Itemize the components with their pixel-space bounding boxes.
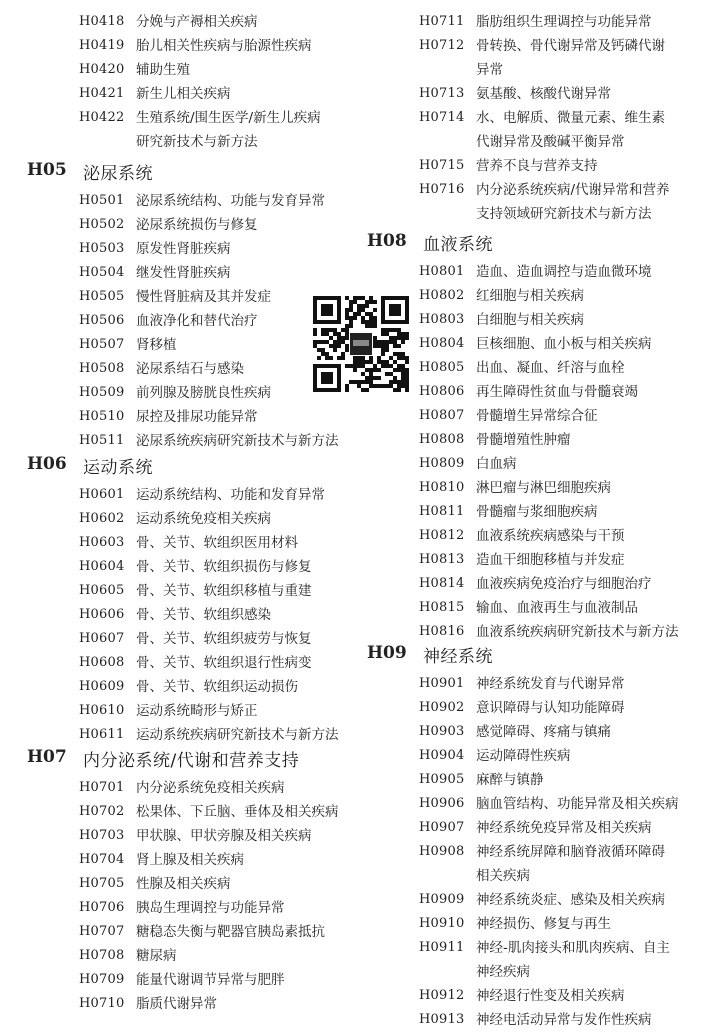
entry-code: H0421 — [79, 86, 125, 101]
section-code: H09 — [367, 643, 407, 663]
entry-name — [476, 770, 544, 794]
entry-name — [136, 533, 298, 557]
entry-code: H0703 — [79, 828, 125, 843]
entry-name-line: 生殖系统/围生医学/新生儿疾病 — [136, 110, 321, 126]
entry-name — [476, 156, 598, 180]
entry-name-line: 运动系统免疫相关疾病 — [136, 511, 271, 527]
entry-code: H0510 — [79, 409, 125, 424]
entry-name-line: 神经电活动异常与发作性疾病 — [476, 1012, 652, 1028]
entry-name — [136, 778, 285, 802]
entry-code: H0701 — [79, 780, 125, 795]
entry-name — [476, 722, 611, 746]
section-heading — [27, 747, 300, 771]
entry-name — [136, 581, 312, 605]
entry-name-line: 造血干细胞移植与并发症 — [476, 552, 625, 568]
entry-name-line: 泌尿系统结构、功能与发育异常 — [136, 193, 325, 209]
entry-name — [136, 850, 244, 874]
section-title: 神经系统 — [423, 647, 493, 667]
entry-name — [476, 526, 625, 550]
entry-name-line: 血液净化和替代治疗 — [136, 313, 258, 329]
entry-name — [476, 478, 611, 502]
entry-code: H0805 — [419, 360, 465, 375]
entry-code: H0714 — [419, 110, 465, 125]
entry-name — [136, 60, 190, 84]
entry-name — [136, 629, 312, 653]
entry-name-line: 代谢异常及酸碱平衡异常 — [476, 134, 625, 150]
entry-name-line: 出血、凝血、纤溶与血栓 — [476, 360, 625, 376]
entry-code: H0610 — [79, 703, 125, 718]
entry-code: H0903 — [419, 724, 465, 739]
entry-code: H0908 — [419, 844, 465, 859]
entry-name-line: 白细胞与相关疾病 — [476, 312, 584, 328]
entry-name-line: 骨、关节、软组织移植与重建 — [136, 583, 312, 599]
entry-name-line: 松果体、下丘脑、垂体及相关疾病 — [136, 804, 339, 820]
entry-name-line: 意识障碍与认知功能障碍 — [476, 700, 625, 716]
entry-name-line: 原发性肾脏疾病 — [136, 241, 231, 257]
section-title: 运动系统 — [83, 458, 153, 478]
entry-code: H0710 — [79, 996, 125, 1011]
entry-code: H0905 — [419, 772, 465, 787]
entry-name — [136, 84, 231, 108]
entry-name-line: 造血、造血调控与造血微环境 — [476, 264, 652, 280]
entry-name — [136, 802, 339, 826]
entry-name-line: 性腺及相关疾病 — [136, 876, 231, 892]
entry-code: H0811 — [419, 504, 465, 519]
entry-name — [476, 818, 652, 842]
entry-code: H0907 — [419, 820, 465, 835]
entry-code: H0602 — [79, 511, 125, 526]
entry-code: H0802 — [419, 288, 465, 303]
entry-code: H0807 — [419, 408, 465, 423]
entry-name — [476, 310, 584, 334]
entry-code: H0804 — [419, 336, 465, 351]
section-code: H08 — [367, 231, 407, 251]
entry-code: H0418 — [79, 14, 125, 29]
entry-name — [136, 359, 244, 383]
entry-name-line: 糖尿病 — [136, 948, 177, 964]
entry-code: H0420 — [79, 62, 125, 77]
entry-name — [476, 1010, 652, 1034]
entry-name — [136, 509, 271, 533]
entry-name-line: 相关疾病 — [476, 868, 530, 884]
entry-code: H0713 — [419, 86, 465, 101]
entry-name-line: 分娩与产褥相关疾病 — [136, 14, 258, 30]
entry-name — [136, 994, 217, 1018]
entry-code: H0607 — [79, 631, 125, 646]
section-code: H07 — [27, 747, 67, 767]
entry-code: H0816 — [419, 624, 465, 639]
entry-code: H0509 — [79, 385, 125, 400]
entry-code: H0503 — [79, 241, 125, 256]
entry-name-line: 红细胞与相关疾病 — [476, 288, 584, 304]
entry-name-line: 骨转换、骨代谢异常及钙磷代谢 — [476, 38, 665, 54]
entry-name — [476, 890, 665, 914]
entry-code: H0902 — [419, 700, 465, 715]
entry-name-line: 运动系统畸形与矫正 — [136, 703, 258, 719]
entry-name — [136, 605, 271, 629]
entry-name-line: 神经系统免疫异常及相关疾病 — [476, 820, 652, 836]
entry-name-line: 骨、关节、软组织退行性病变 — [136, 655, 312, 671]
entry-name — [136, 653, 312, 677]
entry-name — [136, 335, 177, 359]
entry-code: H0912 — [419, 988, 465, 1003]
section-code: H06 — [27, 454, 67, 474]
entry-code: H0910 — [419, 916, 465, 931]
entry-name — [476, 842, 665, 890]
entry-code: H0505 — [79, 289, 125, 304]
entry-name — [476, 502, 598, 526]
entry-name — [136, 485, 325, 509]
entry-code: H0511 — [79, 433, 125, 448]
entry-name — [476, 746, 571, 770]
section-heading — [367, 643, 493, 667]
entry-name-line: 内分泌系统免疫相关疾病 — [136, 780, 285, 796]
entry-name-line: 内分泌系统疾病/代谢异常和营养 — [476, 182, 670, 198]
entry-code: H0803 — [419, 312, 465, 327]
entry-name — [136, 12, 258, 36]
entry-name-line: 运动系统疾病研究新技术与新方法 — [136, 727, 339, 743]
entry-name-line: 骨、关节、软组织运动损伤 — [136, 679, 298, 695]
entry-code: H0705 — [79, 876, 125, 891]
entry-code: H0604 — [79, 559, 125, 574]
section-heading — [367, 231, 493, 255]
entry-code: H0709 — [79, 972, 125, 987]
entry-code: H0702 — [79, 804, 125, 819]
entry-name — [476, 334, 652, 358]
entry-name-line: 骨髓增殖性肿瘤 — [476, 432, 571, 448]
entry-name-line: 氨基酸、核酸代谢异常 — [476, 86, 611, 102]
entry-name — [476, 986, 625, 1010]
entry-code: H0508 — [79, 361, 125, 376]
entry-name-line: 甲状腺、甲状旁腺及相关疾病 — [136, 828, 312, 844]
entry-name-line: 血液系统疾病研究新技术与新方法 — [476, 624, 679, 640]
entry-name-line: 运动障碍性疾病 — [476, 748, 571, 764]
entry-name-line: 糖稳态失衡与靶器官胰岛素抵抗 — [136, 924, 325, 940]
entry-name — [136, 701, 258, 725]
entry-name — [476, 382, 638, 406]
entry-name — [136, 946, 177, 970]
entry-name-line: 血液系统疾病感染与干预 — [476, 528, 625, 544]
entry-name — [136, 557, 312, 581]
entry-name-line: 前列腺及膀胱良性疾病 — [136, 385, 271, 401]
entry-code: H0611 — [79, 727, 125, 742]
entry-name — [476, 550, 625, 574]
entry-name-line: 骨髓瘤与浆细胞疾病 — [476, 504, 598, 520]
entry-code: H0706 — [79, 900, 125, 915]
entry-name-line: 辅助生殖 — [136, 62, 190, 78]
entry-code: H0603 — [79, 535, 125, 550]
entry-name — [136, 431, 339, 455]
entry-code: H0810 — [419, 480, 465, 495]
entry-name — [476, 598, 638, 622]
entry-name — [136, 215, 258, 239]
entry-name-line: 支持领域研究新技术与新方法 — [476, 206, 652, 222]
entry-name — [136, 311, 258, 335]
entry-code: H0913 — [419, 1012, 465, 1027]
entry-name-line: 骨、关节、软组织疲劳与恢复 — [136, 631, 312, 647]
entry-code: H0904 — [419, 748, 465, 763]
entry-name — [476, 454, 517, 478]
entry-name-line: 泌尿系结石与感染 — [136, 361, 244, 377]
entry-name-line: 营养不良与营养支持 — [476, 158, 598, 174]
entry-name-line: 水、电解质、微量元素、维生素 — [476, 110, 665, 126]
entry-code: H0716 — [419, 182, 465, 197]
entry-name — [476, 84, 611, 108]
entry-name — [136, 108, 321, 156]
entry-name — [476, 262, 652, 286]
entry-name — [476, 914, 611, 938]
entry-name-line: 泌尿系统损伤与修复 — [136, 217, 258, 233]
entry-name-line: 尿控及排尿功能异常 — [136, 409, 258, 425]
entry-name — [136, 874, 231, 898]
entry-name-line: 骨、关节、软组织损伤与修复 — [136, 559, 312, 575]
entry-name-line: 运动系统结构、功能和发育异常 — [136, 487, 325, 503]
entry-code: H0507 — [79, 337, 125, 352]
entry-name-line: 感觉障碍、疼痛与镇痛 — [476, 724, 611, 740]
entry-name — [136, 263, 231, 287]
entry-name-line: 骨、关节、软组织感染 — [136, 607, 271, 623]
entry-code: H0707 — [79, 924, 125, 939]
entry-code: H0814 — [419, 576, 465, 591]
entry-name — [136, 407, 258, 431]
entry-name-line: 神经疾病 — [476, 964, 530, 980]
entry-name-line: 神经损伤、修复与再生 — [476, 916, 611, 932]
entry-code: H0909 — [419, 892, 465, 907]
section-heading — [27, 160, 153, 184]
entry-name — [476, 574, 652, 598]
entry-name — [136, 191, 325, 215]
entry-name — [476, 12, 652, 36]
entry-name-line: 骨髓增生异常综合征 — [476, 408, 598, 424]
entry-code: H0601 — [79, 487, 125, 502]
entry-name-line: 淋巴瘤与淋巴细胞疾病 — [476, 480, 611, 496]
entry-name-line: 麻醉与镇静 — [476, 772, 544, 788]
entry-code: H0609 — [79, 679, 125, 694]
entry-name — [476, 430, 571, 454]
entry-name-line: 肾移植 — [136, 337, 177, 353]
entry-code: H0815 — [419, 600, 465, 615]
entry-code: H0708 — [79, 948, 125, 963]
entry-name-line: 神经系统炎症、感染及相关疾病 — [476, 892, 665, 908]
entry-code: H0906 — [419, 796, 465, 811]
entry-code: H0813 — [419, 552, 465, 567]
entry-code: H0419 — [79, 38, 125, 53]
entry-code: H0704 — [79, 852, 125, 867]
entry-name-line: 慢性肾脏病及其并发症 — [136, 289, 271, 305]
entry-name — [476, 622, 679, 646]
entry-code: H0806 — [419, 384, 465, 399]
entry-name — [476, 286, 584, 310]
entry-name — [136, 898, 285, 922]
entry-name — [136, 922, 325, 946]
entry-name-line: 泌尿系统疾病研究新技术与新方法 — [136, 433, 339, 449]
entry-name — [136, 970, 285, 994]
entry-code: H0712 — [419, 38, 465, 53]
entry-code: H0911 — [419, 940, 465, 955]
entry-code: H0504 — [79, 265, 125, 280]
entry-name-line: 神经系统屏障和脑脊液循环障碍 — [476, 844, 665, 860]
entry-name — [476, 406, 598, 430]
entry-code: H0808 — [419, 432, 465, 447]
entry-name-line: 能量代谢调节异常与肥胖 — [136, 972, 285, 988]
entry-name-line: 肾上腺及相关疾病 — [136, 852, 244, 868]
entry-code: H0901 — [419, 676, 465, 691]
entry-code: H0715 — [419, 158, 465, 173]
section-title: 内分泌系统/代谢和营养支持 — [83, 751, 300, 771]
entry-code: H0605 — [79, 583, 125, 598]
entry-code: H0809 — [419, 456, 465, 471]
entry-name-line: 脂肪组织生理调控与功能异常 — [476, 14, 652, 30]
entry-name-line: 巨核细胞、血小板与相关疾病 — [476, 336, 652, 352]
entry-name — [136, 826, 312, 850]
entry-code: H0812 — [419, 528, 465, 543]
entry-name-line: 再生障碍性贫血与骨髓衰竭 — [476, 384, 638, 400]
entry-name-line: 新生儿相关疾病 — [136, 86, 231, 102]
entry-name — [136, 36, 312, 60]
entry-name — [136, 677, 298, 701]
entry-name-line: 研究新技术与新方法 — [136, 134, 258, 150]
entry-name-line: 骨、关节、软组织医用材料 — [136, 535, 298, 551]
section-heading — [27, 454, 153, 478]
entry-name-line: 神经退行性变及相关疾病 — [476, 988, 625, 1004]
entry-name — [136, 239, 231, 263]
entry-name — [476, 358, 625, 382]
entry-name-line: 输血、血液再生与血液制品 — [476, 600, 638, 616]
entry-code: H0501 — [79, 193, 125, 208]
entry-code: H0502 — [79, 217, 125, 232]
entry-name — [476, 180, 670, 228]
entry-code: H0608 — [79, 655, 125, 670]
entry-code: H0506 — [79, 313, 125, 328]
entry-name-line: 胰岛生理调控与功能异常 — [136, 900, 285, 916]
qr-code — [313, 296, 409, 392]
entry-name-line: 脑血管结构、功能异常及相关疾病 — [476, 796, 679, 812]
entry-code: H0422 — [79, 110, 125, 125]
entry-name-line: 血液疾病免疫治疗与细胞治疗 — [476, 576, 652, 592]
section-title: 血液系统 — [423, 235, 493, 255]
entry-name-line: 神经系统发育与代谢异常 — [476, 676, 625, 692]
entry-name-line: 神经-肌肉接头和肌肉疾病、自主 — [476, 940, 670, 956]
entry-name — [476, 674, 625, 698]
entry-name — [476, 36, 665, 84]
section-code: H05 — [27, 160, 67, 180]
entry-name-line: 继发性肾脏疾病 — [136, 265, 231, 281]
entry-name — [476, 698, 625, 722]
entry-code: H0606 — [79, 607, 125, 622]
entry-name — [476, 108, 665, 156]
entry-name — [476, 794, 679, 818]
entry-name — [136, 287, 271, 311]
entry-code: H0801 — [419, 264, 465, 279]
entry-code: H0711 — [419, 14, 465, 29]
entry-name-line: 白血病 — [476, 456, 517, 472]
entry-name-line: 脂质代谢异常 — [136, 996, 217, 1012]
entry-name — [476, 938, 670, 986]
entry-name-line: 异常 — [476, 62, 503, 78]
entry-name — [136, 383, 271, 407]
section-title: 泌尿系统 — [83, 164, 153, 184]
entry-name-line: 胎儿相关性疾病与胎源性疾病 — [136, 38, 312, 54]
